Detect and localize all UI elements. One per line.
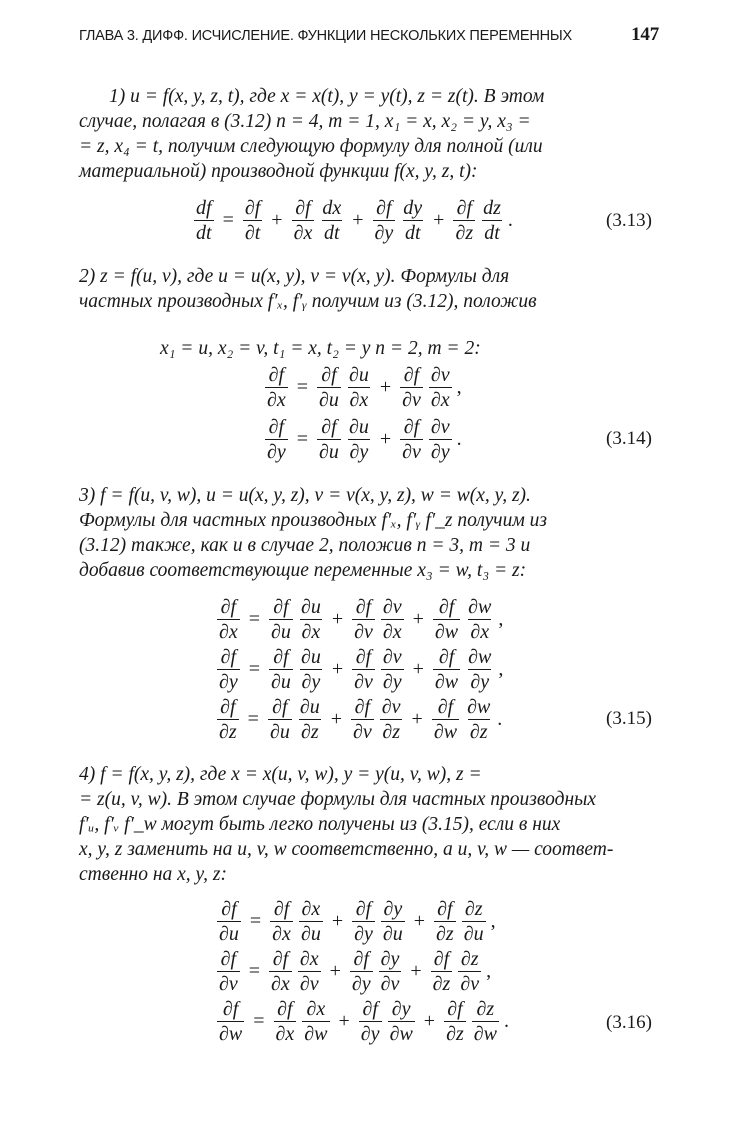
case3-line-3: (3.12) также, как и в случае 2, положив n = 3, m = 3 и bbox=[79, 535, 531, 556]
case1-line-3: = z, x₄ = t, получим следующую формулу для полной (или bbox=[79, 136, 543, 157]
equation-3-15-c: $\frac{\partial f}{\partial z}$ = $\frac{\partial f}{\partial u}$ $\frac{\partial u}{\partial z}$ + $\frac{\partial f}{\partial v}$ $\frac{\partial v}{\partial z}$ + $\frac{\partial f}{\partial w}$ $\frac{\partial w}{\partial z}$ . bbox=[219, 696, 503, 743]
case3-line-2: Формулы для частных производных f′ₓ, f′ᵧ f′_z получим из bbox=[79, 510, 548, 531]
eq-number-3-14: (3.14) bbox=[606, 428, 652, 449]
equation-3-15-b: $\frac{\partial f}{\partial y}$ = $\frac{\partial f}{\partial u}$ $\frac{\partial u}{\partial y}$ + $\frac{\partial f}{\partial v}$ $\frac{\partial v}{\partial y}$ + $\frac{\partial f}{\partial w}$ $\frac{\partial w}{\partial y}$ , bbox=[219, 646, 504, 693]
case1-line-1: 1) u = f(x, y, z, t), где x = x(t), y = y(t), z = z(t). В этом bbox=[109, 86, 545, 107]
equation-3-16-a: $\frac{\partial f}{\partial u}$ = $\frac{\partial f}{\partial x}$ $\frac{\partial x}{\partial u}$ + $\frac{\partial f}{\partial y}$ $\frac{\partial y}{\partial u}$ + $\frac{\partial f}{\partial z}$ $\frac{\partial z}{\partial u}$ , bbox=[219, 898, 496, 945]
case3-line-4: добавив соответствующие переменные x₃ = w, t₃ = z: bbox=[79, 560, 527, 581]
case1-line-2: случае, полагая в (3.12) n = 4, m = 1, x₁ = x, x₂ = y, x₃ = bbox=[79, 111, 531, 132]
fraction: $\frac{\partial f}{\partial t}$ bbox=[244, 197, 261, 244]
fraction: $\frac{df}{dt}$ bbox=[196, 197, 212, 244]
case1-line-4: материальной) производной функции f(x, y, z, t): bbox=[79, 161, 478, 182]
case4-line-1: 4) f = f(x, y, z), где x = x(u, v, w), y = y(u, v, w), z = bbox=[79, 764, 482, 785]
equation-3-16-b: $\frac{\partial f}{\partial v}$ = $\frac{\partial f}{\partial x}$ $\frac{\partial x}{\partial v}$ + $\frac{\partial f}{\partial y}$ $\frac{\partial y}{\partial v}$ + $\frac{\partial f}{\partial z}$ $\frac{\partial z}{\partial v}$ , bbox=[219, 948, 492, 995]
case2-line-2: частных производных f′ₓ, f′ᵧ получим из (3.12), положив bbox=[79, 291, 537, 312]
case4-line-3: f′ᵤ, f′ᵥ f′_w могут быть легко получены из (3.15), если в них bbox=[79, 814, 561, 835]
fraction: $\frac{\partial f}{\partial z}$ bbox=[455, 197, 474, 244]
fraction: $\frac{dy}{dt}$ bbox=[403, 197, 423, 244]
eq-number-3-15: (3.15) bbox=[606, 708, 652, 729]
fraction: $\frac{dz}{dt}$ bbox=[483, 197, 501, 244]
equation-3-16-c: $\frac{\partial f}{\partial w}$ = $\frac{\partial f}{\partial x}$ $\frac{\partial x}{\partial w}$ + $\frac{\partial f}{\partial y}$ $\frac{\partial y}{\partial w}$ + $\frac{\partial f}{\partial z}$ $\frac{\partial z}{\partial w}$ . bbox=[219, 998, 509, 1045]
chapter-title: ГЛАВА 3. ДИФФ. ИСЧИСЛЕНИЕ. ФУНКЦИИ НЕСКОЛЬКИХ ПЕРЕМЕННЫХ bbox=[79, 28, 573, 44]
fraction: $\frac{\partial f}{\partial x}$ bbox=[293, 197, 313, 244]
case2-substitution: x₁ = u, x₂ = v, t₁ = x, t₂ = y n = 2, m = 2: bbox=[160, 338, 481, 359]
equation-3-14-b: $\frac{\partial f}{\partial y}$ = $\frac{\partial f}{\partial u}$ $\frac{\partial u}{\partial y}$ + $\frac{\partial f}{\partial v}$ $\frac{\partial v}{\partial y}$ . bbox=[267, 416, 462, 463]
case3-line-1: 3) f = f(u, v, w), u = u(x, y, z), v = v(x, y, z), w = w(x, y, z). bbox=[79, 485, 531, 506]
eq-number-3-13: (3.13) bbox=[606, 210, 652, 231]
case4-line-5: ственно на x, y, z: bbox=[79, 864, 227, 885]
running-header bbox=[79, 24, 659, 48]
equation-3-13: $\frac{df}{dt}$ = $\frac{\partial f}{\partial t}$ + $\frac{\partial f}{\partial x}$ $\frac{dx}{dt}$ + $\frac{\partial f}{\partial y}$ $\frac{dy}{dt}$ + $\frac{\partial f}{\partial z}$ $\frac{dz}{dt}$ . bbox=[196, 197, 513, 244]
case2-line-1: 2) z = f(u, v), где u = u(x, y), v = v(x, y). Формулы для bbox=[79, 266, 510, 287]
fraction: $\frac{\partial f}{\partial y}$ bbox=[374, 197, 394, 244]
eq-number-3-16: (3.16) bbox=[606, 1012, 652, 1033]
case4-line-2: = z(u, v, w). В этом случае формулы для частных производных bbox=[79, 789, 596, 810]
equation-3-15-a: $\frac{\partial f}{\partial x}$ = $\frac{\partial f}{\partial u}$ $\frac{\partial u}{\partial x}$ + $\frac{\partial f}{\partial v}$ $\frac{\partial v}{\partial x}$ + $\frac{\partial f}{\partial w}$ $\frac{\partial w}{\partial x}$ , bbox=[219, 596, 504, 643]
case4-line-4: x, y, z заменить на u, v, w соответственно, а u, v, w — соответ- bbox=[79, 839, 614, 860]
equation-3-14-a: $\frac{\partial f}{\partial x}$ = $\frac{\partial f}{\partial u}$ $\frac{\partial u}{\partial x}$ + $\frac{\partial f}{\partial v}$ $\frac{\partial v}{\partial x}$ , bbox=[267, 364, 462, 411]
fraction: $\frac{dx}{dt}$ bbox=[322, 197, 342, 244]
page-number: 147 bbox=[631, 24, 659, 45]
